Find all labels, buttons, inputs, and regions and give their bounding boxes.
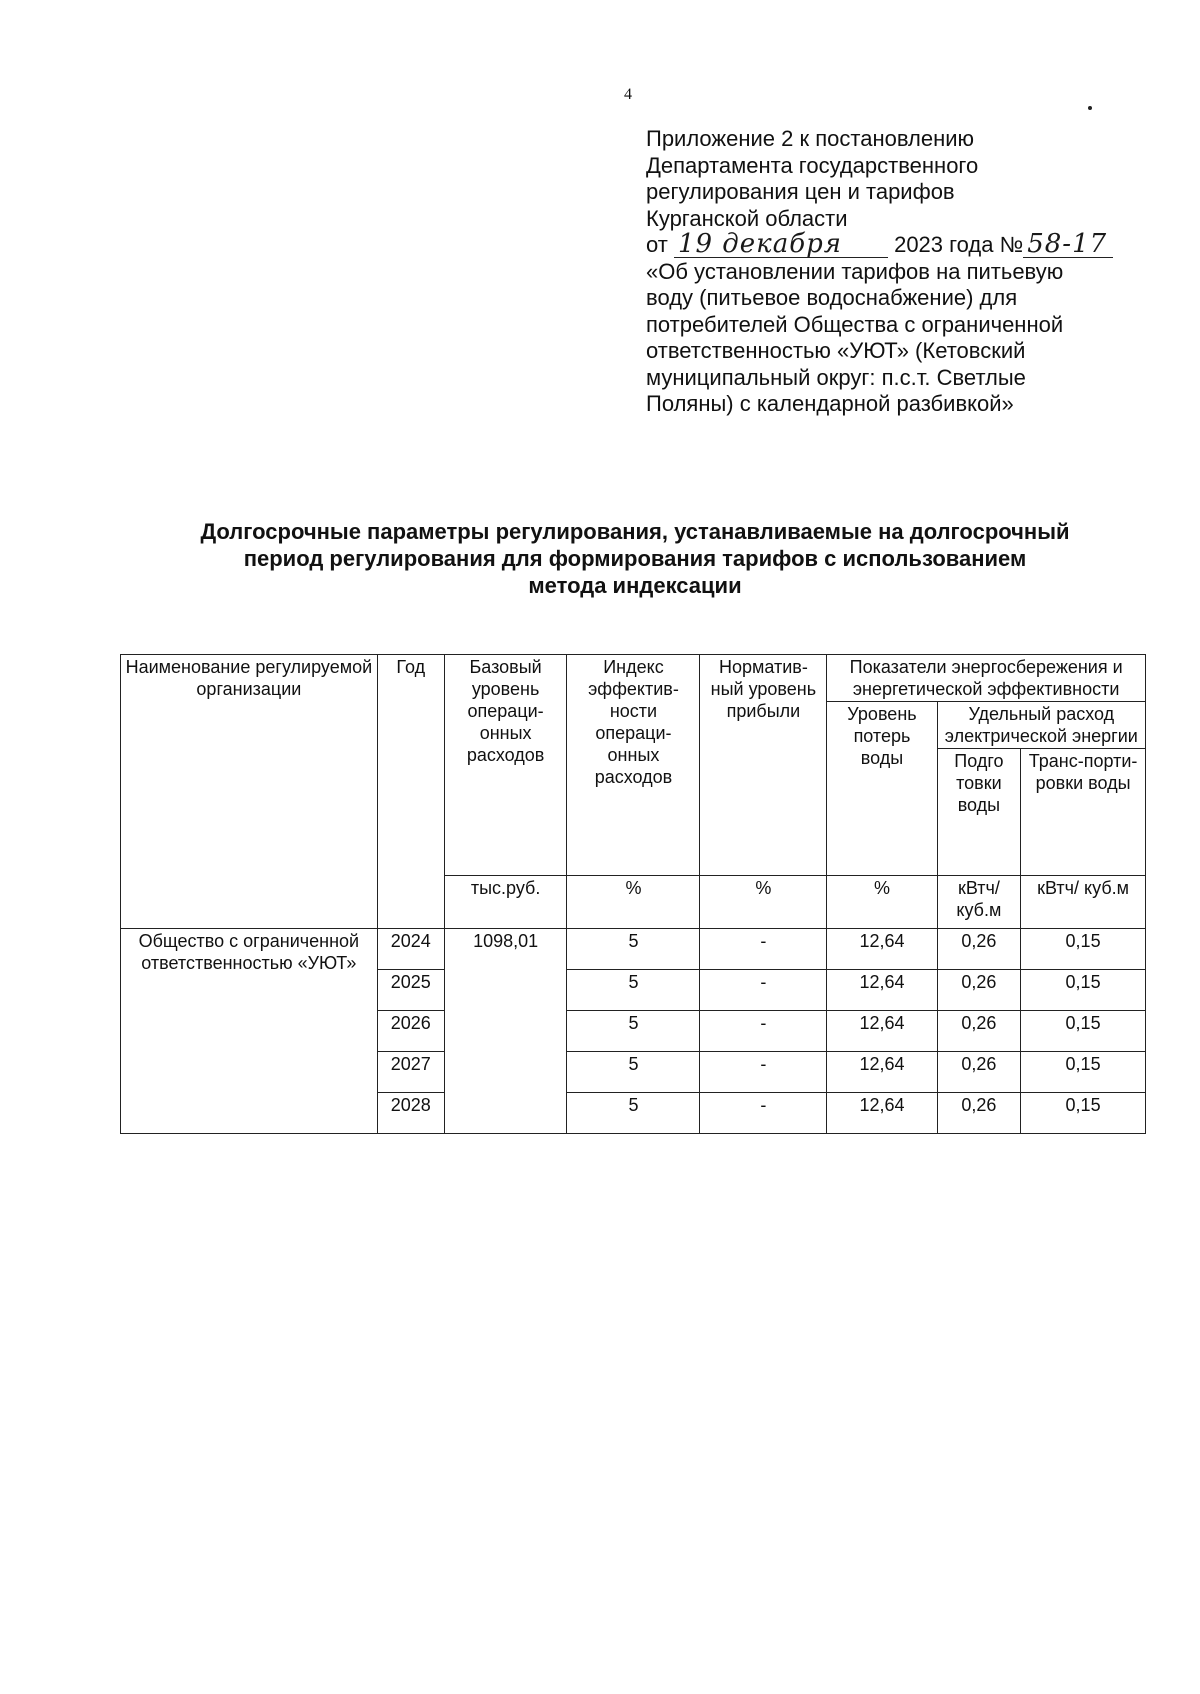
appendix-subject-line: «Об установлении тарифов на питьевую: [646, 258, 1064, 284]
document-title: [120, 518, 1150, 599]
cell-prep: 0,26: [937, 970, 1021, 1011]
header-prep: Подго товки воды: [937, 749, 1021, 876]
cell-norm: -: [700, 970, 827, 1011]
handwritten-number: 58-17: [1027, 229, 1108, 259]
unit-norm: %: [700, 876, 827, 929]
scan-speck: [1088, 106, 1092, 110]
unit-loss: %: [827, 876, 937, 929]
cell-loss: 12,64: [827, 1093, 937, 1134]
cell-loss: 12,64: [827, 1052, 937, 1093]
cell-year: 2024: [377, 929, 444, 970]
cell-year: 2027: [377, 1052, 444, 1093]
title-line: метода индексации: [528, 573, 742, 598]
appendix-subject-line: Поляны) с календарной разбивкой»: [646, 391, 1014, 416]
appendix-line: Курганской области: [646, 205, 848, 231]
header-loss: Уровень потерь воды: [827, 702, 937, 876]
appendix-line: регулирования цен и тарифов: [646, 179, 955, 204]
title-line: Долгосрочные параметры регулирования, устанавливаемые на долгосрочный: [200, 519, 1070, 544]
unit-base: тыс.руб.: [444, 876, 567, 929]
title-line: период регулирования для формирования тарифов с использованием: [243, 546, 1027, 571]
appendix-block: [646, 126, 1146, 418]
handwritten-date: 19 декабря: [677, 229, 842, 259]
header-org: Наименование регулируемой организации: [121, 655, 378, 929]
date-field: [674, 229, 888, 259]
cell-prep: 0,26: [937, 1093, 1021, 1134]
number-field: [1023, 229, 1113, 259]
header-index: Индекс эффектив-ности операци-онных расходов: [567, 655, 700, 876]
cell-prep: 0,26: [937, 1052, 1021, 1093]
header-year: Год: [377, 655, 444, 929]
header-norm: Норматив-ный уровень прибыли: [700, 655, 827, 876]
appendix-subject-line: муниципальный округ: п.с.т. Светлые: [646, 364, 1026, 390]
cell-index: 5: [567, 1052, 700, 1093]
year-text: 2023 года №: [894, 232, 1024, 257]
cell-year: 2025: [377, 970, 444, 1011]
cell-norm: -: [700, 1011, 827, 1052]
appendix-subject-line: потребителей Общества с ограниченной: [646, 311, 1064, 337]
cell-index: 5: [567, 1093, 700, 1134]
cell-trans: 0,15: [1021, 1093, 1146, 1134]
cell-index: 5: [567, 929, 700, 970]
cell-trans: 0,15: [1021, 970, 1146, 1011]
cell-norm: -: [700, 929, 827, 970]
table-row: [121, 929, 1146, 970]
base-value-cell: 1098,01: [444, 929, 567, 1134]
appendix-subject-line: воду (питьевое водоснабжение) для: [646, 285, 1018, 310]
unit-prep: кВтч/ куб.м: [937, 876, 1021, 929]
cell-trans: 0,15: [1021, 1052, 1146, 1093]
cell-norm: -: [700, 1052, 827, 1093]
cell-prep: 0,26: [937, 1011, 1021, 1052]
cell-prep: 0,26: [937, 929, 1021, 970]
appendix-line: Департамента государственного: [646, 152, 979, 178]
appendix-line: Приложение 2 к постановлению: [646, 126, 975, 151]
header-energy-group: Показатели энергосбережения и энергетической эффективности: [827, 655, 1146, 702]
cell-year: 2026: [377, 1011, 444, 1052]
appendix-subject-line: ответственностью «УЮТ» (Кетовский: [646, 338, 1026, 363]
cell-trans: 0,15: [1021, 1011, 1146, 1052]
page-number: 4: [624, 86, 632, 103]
header-base: Базовый уровень операци-онных расходов: [444, 655, 567, 876]
header-specific: Удельный расход электрической энергии: [937, 702, 1145, 749]
parameters-table: [120, 654, 1146, 1134]
cell-year: 2028: [377, 1093, 444, 1134]
cell-index: 5: [567, 1011, 700, 1052]
appendix-date-line: [646, 229, 1146, 259]
unit-trans: кВтч/ куб.м: [1021, 876, 1146, 929]
unit-index: %: [567, 876, 700, 929]
organization-cell: Общество с ограниченной ответственностью «УЮТ»: [121, 929, 378, 1134]
cell-loss: 12,64: [827, 1011, 937, 1052]
cell-norm: -: [700, 1093, 827, 1134]
cell-loss: 12,64: [827, 929, 937, 970]
cell-trans: 0,15: [1021, 929, 1146, 970]
header-trans: Транс-порти-ровки воды: [1021, 749, 1146, 876]
date-prefix: от: [646, 232, 668, 257]
cell-index: 5: [567, 970, 700, 1011]
cell-loss: 12,64: [827, 970, 937, 1011]
